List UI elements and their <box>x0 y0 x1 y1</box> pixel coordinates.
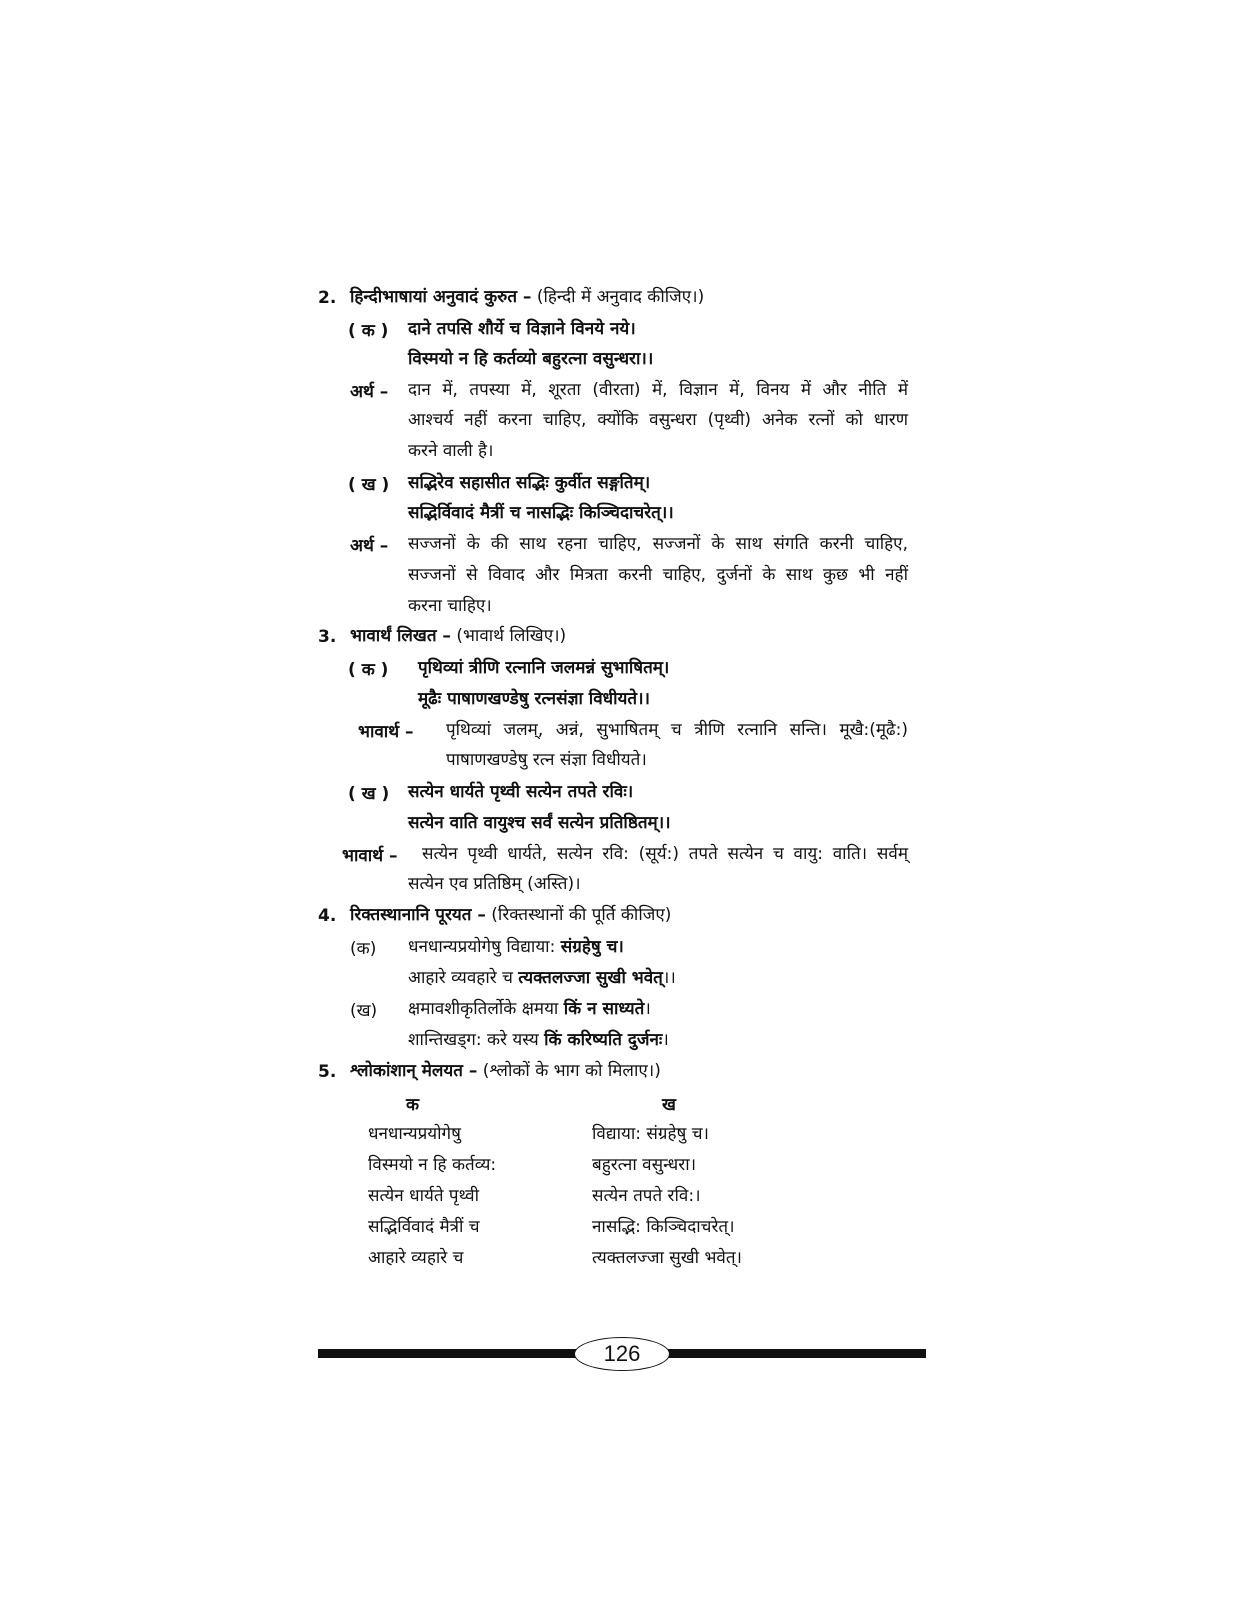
artha-text: करने वाली है। <box>408 441 494 461</box>
question-heading <box>350 1060 661 1082</box>
end-mark: । <box>662 1030 669 1050</box>
question-heading <box>350 625 566 647</box>
answer-text: संग्रहेषु च। <box>560 937 624 957</box>
footer-rule-left <box>318 1349 578 1358</box>
item-label: (ख) <box>350 1001 378 1021</box>
match-left: आहारे व्यहारे च <box>368 1248 464 1268</box>
column-a-heading: क <box>406 1095 420 1115</box>
heading-text: भावार्थं लिखत – <box>350 626 451 646</box>
shloka-line: दाने तपसि शौर्ये च विज्ञाने विनये नये। <box>408 319 636 339</box>
shloka-line: सद्भिरेव सहासीत सद्भिः कुर्वीत सङ्गतिम्। <box>408 473 651 493</box>
column-b-heading: ख <box>662 1095 676 1115</box>
match-right: विद्याया: संग्रहेषु च। <box>592 1124 709 1144</box>
end-mark: ।। <box>662 968 676 988</box>
question-heading <box>350 904 671 926</box>
match-right: सत्येन तपते रवि:। <box>592 1186 701 1206</box>
answer-text: किं न साध्यते <box>563 999 645 1019</box>
match-left: धनधान्यप्रयोगेषु <box>368 1124 461 1144</box>
given-text: शान्तिखड्ग: करे यस्य <box>408 1030 539 1050</box>
artha-label: अर्थ – <box>350 382 389 402</box>
bhavarth-text: सत्येन पृथ्वी धार्यते, सत्येन रवि: (सूर्य:) तपते सत्येन च वायु: वाति। सर्वम् <box>422 844 908 864</box>
match-left: सत्येन धार्यते पृथ्वी <box>368 1186 480 1206</box>
fill-line <box>408 1029 669 1051</box>
heading-note: (हिन्दी में अनुवाद कीजिए।) <box>536 287 705 307</box>
question-number: 4. <box>318 906 337 926</box>
page-number: 126 <box>574 1337 670 1371</box>
artha-text: सज्जनों के की साथ रहना चाहिए, सज्जनों के साथ संगति करनी चाहिए, <box>408 534 908 554</box>
given-text: आहारे व्यवहारे च <box>408 968 513 988</box>
match-right: बहुरत्ना वसुन्धरा। <box>592 1155 697 1175</box>
page-footer <box>318 1337 926 1369</box>
match-left: विस्मयो न हि कर्तव्य: <box>368 1155 497 1175</box>
match-right: नासद्भि: किञ्चिदाचरेत्। <box>592 1217 735 1237</box>
artha-text: सज्जनों से विवाद और मित्रता करनी चाहिए, दुर्जनों के साथ कुछ भी नहीं <box>408 565 908 585</box>
footer-rule-right <box>664 1349 926 1358</box>
item-label: ( ख ) <box>348 475 390 495</box>
heading-text: रिक्तस्थानानि पूरयत – <box>350 905 486 925</box>
answer-text: त्यक्तलज्जा सुखी भवेत् <box>518 968 663 988</box>
item-label: ( क ) <box>348 660 389 680</box>
bhavarth-label: भावार्थ – <box>358 722 414 742</box>
question-number: 3. <box>318 627 337 647</box>
heading-text: श्लोकांशान् मेलयत – <box>350 1061 478 1081</box>
artha-text: आश्चर्य नहीं करना चाहिए, क्योंकि वसुन्धरा (पृथ्वी) अनेक रत्नों को धारण <box>408 410 908 430</box>
heading-text: हिन्दीभाषायां अनुवादं कुरुत – <box>350 287 532 307</box>
fill-line <box>408 936 624 958</box>
end-mark: । <box>644 999 651 1019</box>
shloka-line: मूढैः पाषाणखण्डेषु रत्नसंज्ञा विधीयते।। <box>418 689 650 709</box>
shloka-line: सद्भिर्विवादं मैत्रीं च नासद्भिः किञ्चिदाचरेत्।। <box>408 503 674 523</box>
heading-note: (श्लोकों के भाग को मिलाए।) <box>482 1061 661 1081</box>
shloka-line: पृथिव्यां त्रीणि रत्नानि जलमन्नं सुभाषितम्। <box>418 658 670 678</box>
given-text: धनधान्यप्रयोगेषु विद्याया: <box>408 937 556 957</box>
question-number: 5. <box>318 1062 337 1082</box>
artha-text: करना चाहिए। <box>408 596 492 616</box>
item-label: (क) <box>350 939 377 959</box>
heading-note: (रिक्तस्थानों की पूर्ति कीजिए) <box>491 905 672 925</box>
item-label: ( क ) <box>348 321 389 341</box>
answer-text: किं करिष्यति दुर्जनः <box>544 1030 663 1050</box>
shloka-line: विस्मयो न हि कर्तव्यो बहुरत्ना वसुन्धरा।। <box>408 349 654 369</box>
bhavarth-text: सत्येन एव प्रतिष्ठिम् (अस्ति)। <box>408 874 581 894</box>
question-number: 2. <box>318 288 337 308</box>
artha-label: अर्थ – <box>350 536 389 556</box>
match-left: सद्भिर्विवादं मैत्रीं च <box>368 1217 480 1237</box>
bhavarth-label: भावार्थ – <box>342 846 398 866</box>
artha-text: दान में, तपस्या में, शूरता (वीरता) में, विज्ञान में, विनय में और नीति में <box>408 380 908 400</box>
match-right: त्यक्तलज्जा सुखी भवेत्। <box>592 1248 743 1268</box>
bhavarth-text: पृथिव्यां जलम्, अन्नं, सुभाषितम् च त्रीणि रत्नानि सन्ति। मूखै:(मूढै:) <box>446 720 908 740</box>
fill-line <box>408 998 651 1020</box>
bhavarth-text: पाषाणखण्डेषु रत्न संज्ञा विधीयते। <box>446 750 647 770</box>
given-text: क्षमावशीकृतिर्लोके क्षमया <box>408 999 559 1019</box>
fill-line <box>408 967 676 989</box>
question-heading <box>350 286 704 308</box>
item-label: ( ख ) <box>348 784 390 804</box>
shloka-line: सत्येन वाति वायुश्च सर्वं सत्येन प्रतिष्ठितम्।। <box>408 813 671 833</box>
shloka-line: सत्येन धार्यते पृथ्वी सत्येन तपते रविः। <box>408 782 634 802</box>
heading-note: (भावार्थ लिखिए।) <box>456 626 567 646</box>
